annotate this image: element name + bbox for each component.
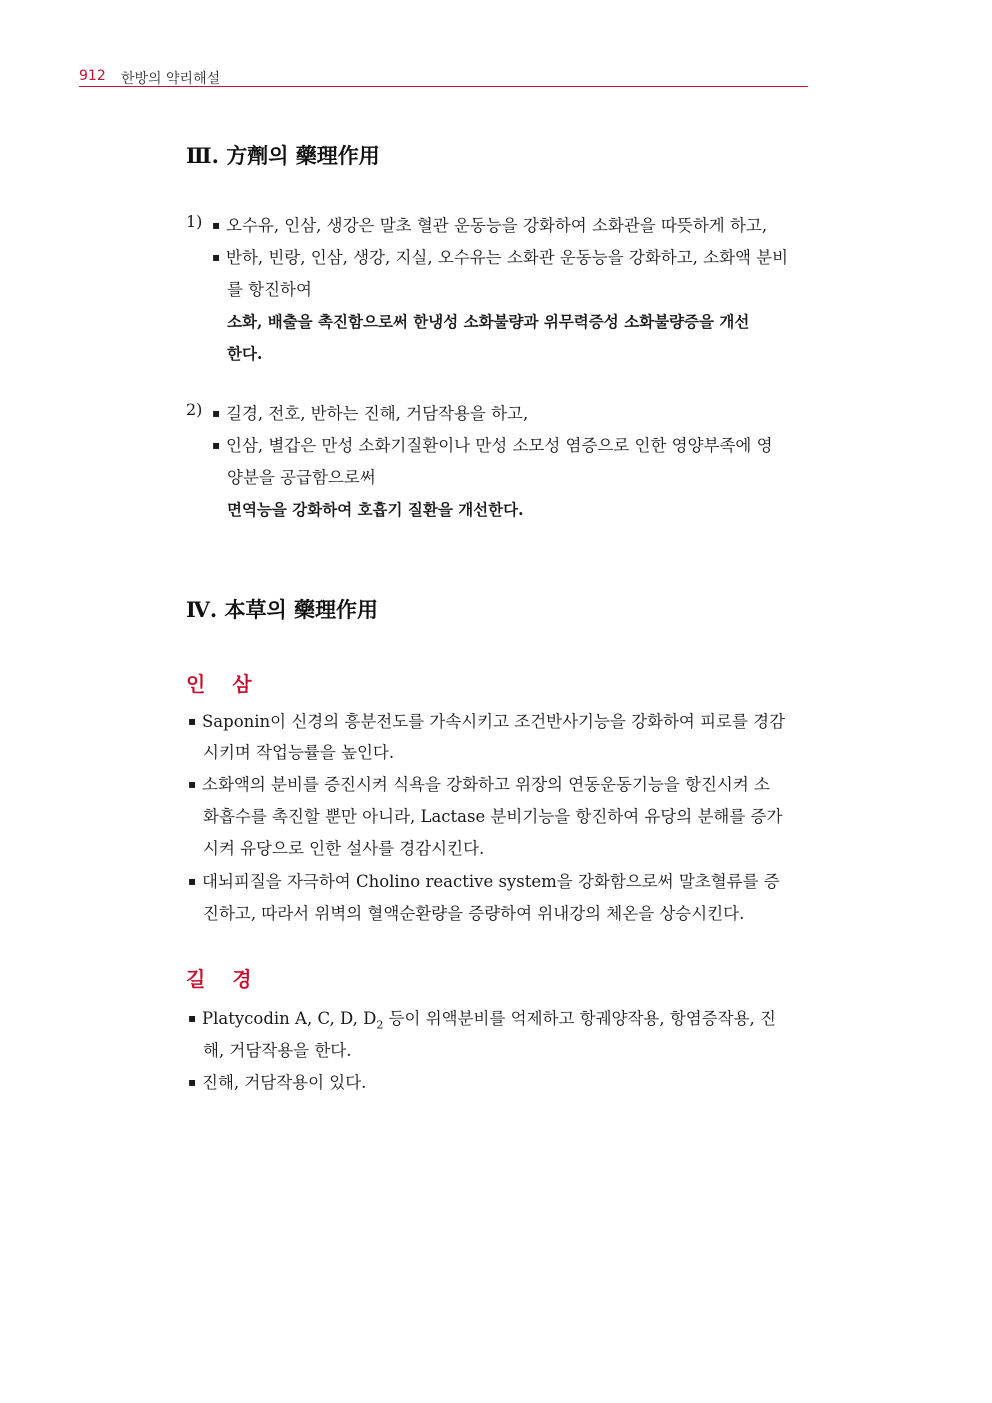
bullet-icon: ▪ bbox=[188, 777, 197, 791]
item2-bullet1: 길경, 전호, 반하는 진해, 거담작용을 하고, bbox=[226, 404, 529, 423]
ginseng-line-5: 시켜 유당으로 인한 설사를 경감시킨다. bbox=[203, 839, 485, 858]
list-item bbox=[212, 400, 528, 424]
herb-heading-platycodon: 길 경 bbox=[186, 967, 262, 991]
bullet-icon: ▪ bbox=[212, 218, 221, 232]
page-header bbox=[79, 66, 808, 87]
section-4-title: Ⅳ. 本草의 藥理作用 bbox=[186, 597, 379, 622]
ginseng-line-1: Saponin이 신경의 흥분전도를 가속시키고 조건반사기능을 강화하여 피로를 경감 bbox=[202, 712, 786, 731]
item-number-2: 2) bbox=[186, 400, 203, 419]
bullet-icon: ▪ bbox=[188, 1011, 197, 1025]
list-item bbox=[188, 708, 785, 732]
herb-heading-ginseng: 인 삼 bbox=[186, 672, 262, 696]
platycodon-line-1-pre: Platycodin A, C, D, D bbox=[202, 1009, 377, 1028]
ginseng-line-2: 시키며 작업능률을 높인다. bbox=[203, 743, 395, 762]
list-item bbox=[212, 432, 773, 456]
list-item bbox=[212, 212, 767, 236]
bullet-icon: ▪ bbox=[212, 438, 221, 452]
ginseng-line-7: 진하고, 따라서 위벽의 혈액순환량을 증량하여 위내강의 체온을 상승시킨다. bbox=[203, 904, 745, 923]
list-item bbox=[188, 1005, 776, 1031]
item1-conclusion-line1: 소화, 배출을 촉진함으로써 한냉성 소화불량과 위무력증성 소화불량증을 개선 bbox=[227, 312, 750, 331]
bullet-icon: ▪ bbox=[188, 714, 197, 728]
bullet-icon: ▪ bbox=[188, 1075, 197, 1089]
platycodon-line-1-post: 등이 위액분비를 억제하고 항궤양작용, 항염증작용, 진 bbox=[383, 1009, 776, 1028]
item2-conclusion-line1: 면역능을 강화하여 호흡기 질환을 개선한다. bbox=[227, 500, 524, 519]
platycodon-subscript: 2 bbox=[376, 1018, 384, 1032]
item1-bullet1: 오수유, 인삼, 생강은 말초 혈관 운동능을 강화하여 소화관을 따뜻하게 하고, bbox=[226, 216, 768, 235]
item2-bullet2-line2: 양분을 공급함으로써 bbox=[227, 468, 376, 487]
ginseng-line-6: 대뇌피질을 자극하여 Cholino reactive system을 강화함으로써 말초혈류를 증 bbox=[202, 872, 780, 891]
platycodon-line-2: 해, 거담작용을 한다. bbox=[203, 1041, 352, 1060]
page-number: 912 bbox=[79, 68, 106, 84]
platycodon-line-3: 진해, 거담작용이 있다. bbox=[202, 1073, 367, 1092]
item1-bullet2-line1: 반하, 빈랑, 인삼, 생강, 지실, 오수유는 소화관 운동능을 강화하고, 소화액 분비 bbox=[226, 248, 789, 267]
item1-bullet2-line2: 를 항진하여 bbox=[227, 280, 312, 299]
bullet-icon: ▪ bbox=[212, 406, 221, 420]
bullet-icon: ▪ bbox=[212, 250, 221, 264]
ginseng-line-4: 화흡수를 촉진할 뿐만 아니라, Lactase 분비기능을 항진하여 유당의 분해를 증가 bbox=[203, 807, 783, 826]
item1-conclusion-line2: 한다. bbox=[227, 344, 263, 363]
list-item bbox=[188, 868, 780, 892]
section-3-title: Ⅲ. 方劑의 藥理作用 bbox=[186, 143, 380, 168]
item-number-1: 1) bbox=[186, 212, 203, 231]
bullet-icon: ▪ bbox=[188, 874, 197, 888]
list-item bbox=[212, 244, 788, 268]
item2-bullet2-line1: 인삼, 별갑은 만성 소화기질환이나 만성 소모성 염증으로 인한 영양부족에 영 bbox=[226, 436, 773, 455]
ginseng-line-3: 소화액의 분비를 증진시켜 식욕을 강화하고 위장의 연동운동기능을 항진시켜 소 bbox=[202, 775, 770, 794]
list-item bbox=[188, 1069, 366, 1093]
book-title: 한방의 약리해설 bbox=[121, 71, 221, 87]
list-item bbox=[188, 771, 770, 795]
